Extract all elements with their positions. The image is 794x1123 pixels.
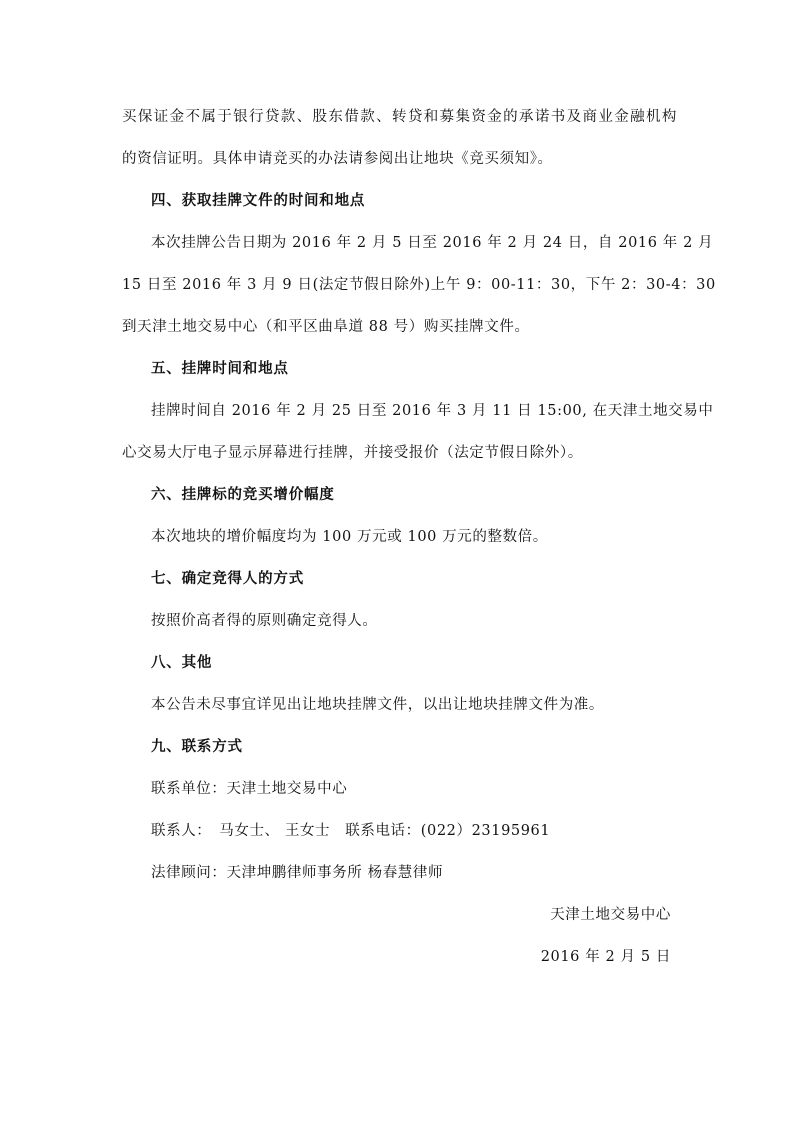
body-text-line: 买保证金不属于银行贷款、股东借款、转贷和募集资金的承诺书及商业金融机构 <box>122 109 677 125</box>
body-text-line: 按照价高者得的原则确定竞得人。 <box>151 613 378 629</box>
section-heading-4: 四、获取挂牌文件的时间和地点 <box>151 193 366 209</box>
contact-person-phone: 联系人： 马女士、 王女士 联系电话：(022）23195961 <box>151 823 551 839</box>
signature-organization: 天津土地交易中心 <box>550 907 671 923</box>
legal-advisor: 法律顾问：天津坤鹏律师事务所 杨春慧律师 <box>151 865 444 881</box>
section-heading-5: 五、挂牌时间和地点 <box>151 361 289 377</box>
body-text-line: 到天津土地交易中心（和平区曲阜道 88 号）购买挂牌文件。 <box>122 319 530 335</box>
body-text-line: 的资信证明。具体申请竞买的办法请参阅出让地块《竞买须知》。 <box>122 151 553 167</box>
section-heading-7: 七、确定竞得人的方式 <box>151 571 304 587</box>
section-heading-6: 六、挂牌标的竞买增价幅度 <box>151 487 335 503</box>
body-text-line: 15 日至 2016 年 3 月 9 日(法定节假日除外)上午 9：00-11：30，下午 2：30-4：30 <box>122 277 716 293</box>
section-heading-9: 九、联系方式 <box>151 739 243 755</box>
section-heading-8: 八、其他 <box>151 655 213 671</box>
body-text-line: 本次挂牌公告日期为 2016 年 2 月 5 日至 2016 年 2 月 24 日，自 2016 年 2 月 <box>151 235 714 251</box>
signature-date: 2016 年 2 月 5 日 <box>540 949 671 965</box>
body-text-line: 心交易大厅电子显示屏幕进行挂牌，并接受报价（法定节假日除外）。 <box>122 445 583 461</box>
contact-unit: 联系单位：天津土地交易中心 <box>151 781 348 797</box>
body-text-line: 挂牌时间自 2016 年 2 月 25 日至 2016 年 3 月 11 日 15:00, 在天津土地交易中 <box>151 403 714 419</box>
body-text-line: 本公告未尽事宜详见出让地块挂牌文件，以出让地块挂牌文件为准。 <box>151 697 604 713</box>
body-text-line: 本次地块的增价幅度均为 100 万元或 100 万元的整数倍。 <box>151 529 548 545</box>
